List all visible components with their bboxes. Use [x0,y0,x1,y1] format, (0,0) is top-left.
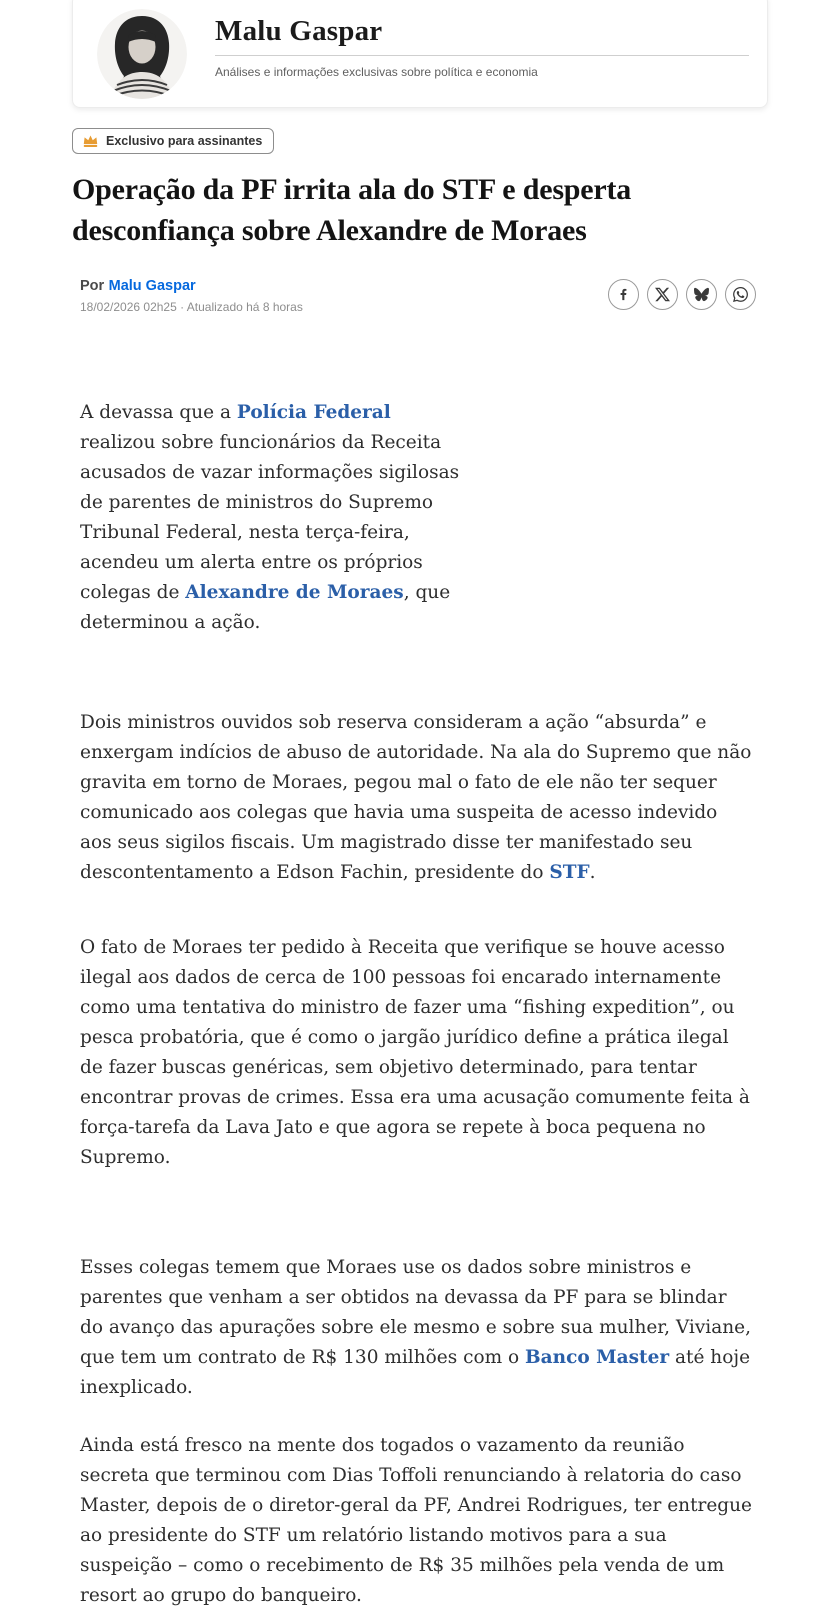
paragraph-text: até hoje inexplicado. [80,1347,751,1398]
whatsapp-icon [733,287,748,302]
subscriber-badge-label: Exclusivo para assinantes [106,134,263,148]
inline-link[interactable]: Banco Master [525,1347,670,1368]
inline-link[interactable]: STF [549,862,590,883]
paragraph-text: O fato de Moraes ter pedido à Receita que verifique se houve acesso ilegal aos dados de cerca de 100 pessoas foi encarado internamente como uma tentativa do ministro de fazer uma “fishing expedition”, ou pesca probatória, que é como o jargão jurídico define a prática ilegal de fazer buscas genéricas, sem objetivo determinado, para tentar encontrar provas de crimes. Essa era uma acusação comumente feita à força-tarefa da Lava Jato e que agora se repete à boca pequena no Supremo. [80,937,750,1168]
author-meta [215,9,749,79]
share-x-twitter-button[interactable] [647,279,678,310]
author-rule [215,55,749,56]
byline-row [80,277,756,314]
article-paragraph [80,1253,752,1403]
paragraph-text: A devassa que a [80,402,237,423]
paragraph-text: Dois ministros ouvidos sob reserva consideram a ação “absurda” e enxergam indícios de abuso de autoridade. Na ala do Supremo que não gravita em torno de Moraes, pegou mal o fato de ele não ter sequer comunicado aos colegas que havia uma suspeita de acesso indevido aos seus sigilos fiscais. Um magistrado disse ter manifestado seu descontentamento a Edson Fachin, presidente do [80,712,752,883]
author-card [72,0,768,108]
paragraph-text: . [589,862,596,883]
subscriber-badge[interactable] [72,128,274,154]
facebook-icon [616,287,631,302]
bluesky-icon [694,287,709,302]
byline-block [80,277,303,314]
article-paragraph [80,1431,752,1611]
x-twitter-icon [655,287,670,302]
byline-prefix: Por [80,278,105,294]
article-dateline: 18/02/2026 02h25 · Atualizado há 8 horas [80,300,303,314]
inline-link[interactable]: Polícia Federal [236,402,391,423]
author-description: Análises e informações exclusivas sobre política e economia [215,65,538,79]
author-avatar[interactable] [97,9,187,99]
article-body [80,398,752,1611]
inline-link[interactable]: Alexandre de Moraes [185,582,404,603]
article-paragraph [80,708,752,888]
paragraph-text: , que determinou a ação. [80,582,451,633]
article-paragraph [80,933,752,1173]
crown-icon [82,134,99,148]
author-portrait-image [97,9,187,99]
share-bluesky-button[interactable] [686,279,717,310]
article-headline: Operação da PF irrita ala do STF e desperta desconfiança sobre Alexandre de Moraes [72,173,632,247]
share-whatsapp-button[interactable] [725,279,756,310]
byline-author-link[interactable]: Malu Gaspar [108,278,196,294]
paragraph-text: Esses colegas temem que Moraes use os dados sobre ministros e parentes que venham a ser obtidos na devassa da PF para se blindar do avanço das apurações sobre ele mesmo e sobre sua mulher, Viviane, que tem um contrato de R$ 130 milhões com o [80,1257,751,1368]
byline [80,277,303,295]
share-bar [608,277,756,310]
share-facebook-button[interactable] [608,279,639,310]
author-name[interactable]: Malu Gaspar [215,15,383,47]
article-paragraph [80,398,472,638]
badge-row [72,128,840,154]
paragraph-text: Ainda está fresco na mente dos togados o vazamento da reunião secreta que terminou com Dias Toffoli renunciando à relatoria do caso Master, depois de o diretor-geral da PF, Andrei Rodrigues, ter entregue ao presidente do STF um relatório listando motivos para a sua suspeição – como o recebimento de R$ 35 milhões pela venda de um resort ao grupo do banqueiro. [80,1435,753,1606]
paragraph-text: realizou sobre funcionários da Receita acusados de vazar informações sigilosas de parentes de ministros do Supremo Tribunal Federal, nesta terça-feira, acendeu um alerta entre os próprios colegas de [80,432,460,603]
